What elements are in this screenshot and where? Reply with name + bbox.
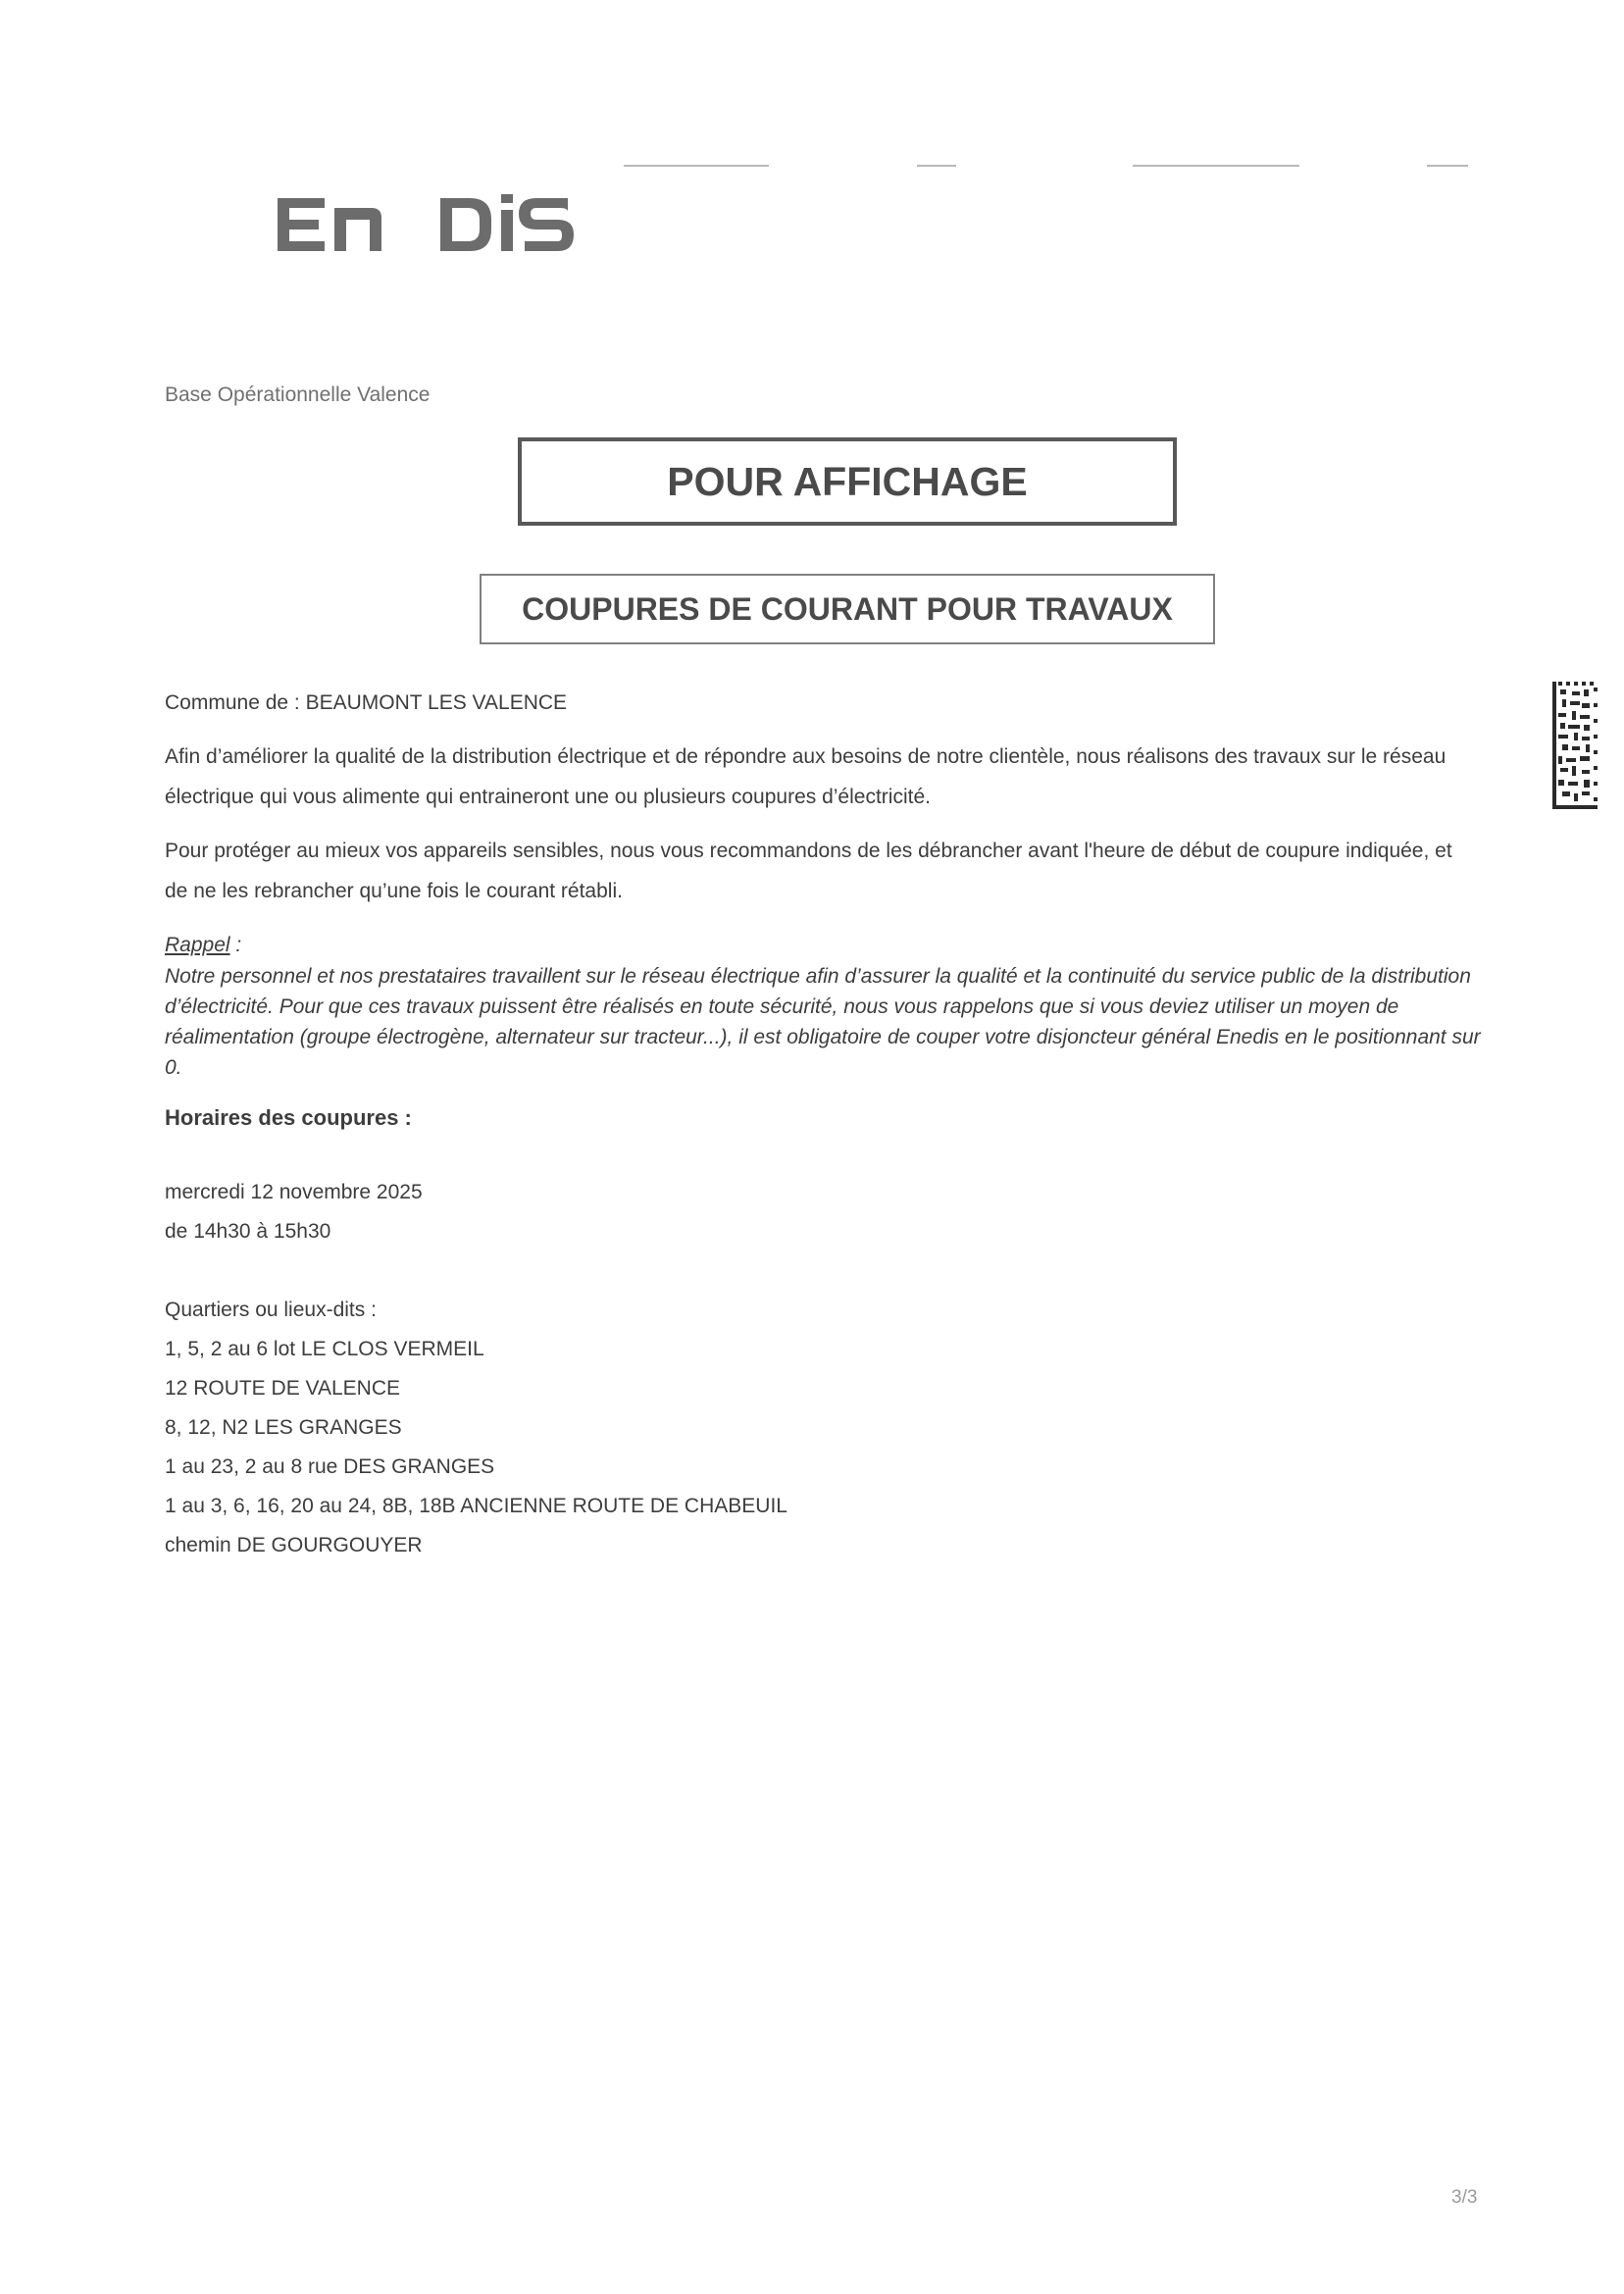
rappel-suffix: : [229, 934, 242, 956]
location-item: 1 au 3, 6, 16, 20 au 24, 8B, 18B ANCIENNE ROUTE DE CHABEUIL [165, 1495, 787, 1517]
title-box-label: COUPURES DE COURANT POUR TRAVAUX [522, 590, 1173, 627]
rappel-text: Notre personnel et nos prestataires travaillent sur le réseau électrique afin d’assurer la qualité et la continuité du service public de la distribution d’électricité. Pour que ces travaux puissent être réalisés en toute sécurité, nous vous rappelons que si vous deviez utiliser un moyen de réalimentation (groupe électrogène, alternateur sur tracteur...), il est obligatoire de couper votre disjoncteur général Enedis en le positionnant sur 0. [165, 965, 1481, 1079]
location-item: chemin DE GOURGOUYER [165, 1534, 423, 1556]
notice-box [518, 437, 1177, 526]
schedule-heading: Horaires des coupures : [165, 1105, 412, 1130]
header-rule [624, 165, 769, 167]
locations-heading: Quartiers ou lieux-dits : [165, 1299, 377, 1321]
location-item: 12 ROUTE DE VALENCE [165, 1377, 401, 1400]
commune-line: Commune de : BEAUMONT LES VALENCE [165, 691, 568, 714]
sender-office: Base Opérationnelle Valence [165, 383, 431, 406]
location-item: 1, 5, 2 au 6 lot LE CLOS VERMEIL [165, 1338, 484, 1360]
title-box [480, 574, 1215, 644]
header-rule [917, 165, 956, 167]
schedule-date: mercredi 12 novembre 2025 [165, 1181, 423, 1203]
paragraph-advice: Pour protéger au mieux vos appareils sensibles, nous vous recommandons de les débrancher avant l'heure de début de coupure indiquée, et de ne les rebrancher qu’une fois le courant rétabli. [165, 840, 1452, 902]
header-rule [1133, 165, 1299, 167]
rappel-heading [165, 934, 241, 957]
page-number: 3/3 [1451, 2187, 1478, 2208]
datamatrix-code-icon [1552, 682, 1598, 809]
enedis-logo [155, 110, 587, 356]
rappel-label: Rappel [165, 934, 230, 956]
schedule-time: de 14h30 à 15h30 [165, 1220, 331, 1243]
location-item: 1 au 23, 2 au 8 rue DES GRANGES [165, 1455, 495, 1478]
enedis-logo-graphic [274, 190, 587, 259]
header-rule [1427, 165, 1468, 167]
paragraph-intro: Afin d’améliorer la qualité de la distribution électrique et de répondre aux besoins de notre clientèle, nous réalisons des travaux sur le réseau électrique qui vous alimente qui entraineront une ou plusieurs coupures d’électricité. [165, 745, 1446, 808]
notice-box-label: POUR AFFICHAGE [667, 458, 1028, 504]
location-item: 8, 12, N2 LES GRANGES [165, 1416, 402, 1439]
